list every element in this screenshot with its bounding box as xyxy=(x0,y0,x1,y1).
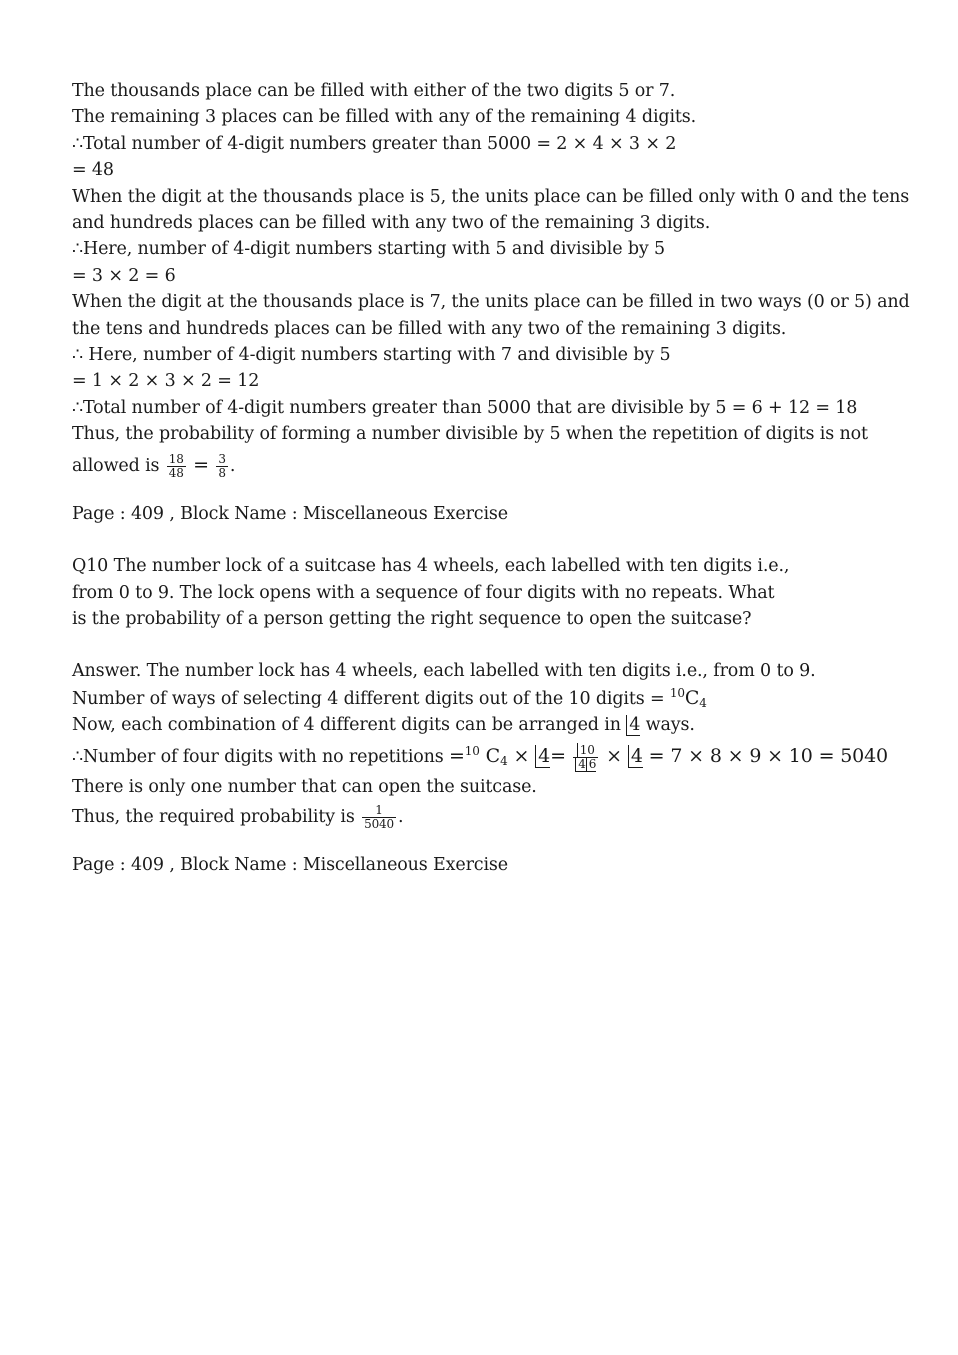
text-line: When the digit at the thousands place is 7, the units place can be filled in two ways (0 or 5) and xyxy=(72,292,910,313)
fraction-numerator: 1 xyxy=(375,802,383,817)
fraction-denominator: 5040 xyxy=(364,816,395,831)
equals-sign: = xyxy=(449,744,465,767)
fraction-numerator: 3 xyxy=(218,451,226,466)
question-line: Q10 The number lock of a suitcase has 4 wheels, each labelled with ten digits i.e., xyxy=(72,556,790,577)
text-line: ∴ Here, number of 4-digit numbers starting with 7 and divisible by 5 xyxy=(72,345,671,366)
superscript: 10 xyxy=(464,743,480,758)
text-span: ∴Number of four digits with no repetitions xyxy=(72,746,450,767)
text-line: The thousands place can be filled with either of the two digits 5 or 7. xyxy=(72,81,676,101)
question-line: is the probability of a person getting the right sequence to open the suitcase? xyxy=(72,608,752,629)
answer-line: There is only one number that can open the suitcase. xyxy=(72,776,537,797)
text-line: = 1 × 2 × 3 × 2 = 12 xyxy=(72,371,260,392)
fraction xyxy=(216,453,228,480)
answer-line xyxy=(72,685,902,712)
text-line: and hundreds places can be filled with any two of the remaining 3 digits. xyxy=(72,213,711,234)
probability-line xyxy=(72,448,902,483)
answer-line: Answer. The number lock has 4 wheels, each labelled with ten digits i.e., from 0 to 9. xyxy=(72,661,816,682)
text-span: Number of ways of selecting 4 different digits out of the 10 digits = xyxy=(72,688,670,709)
fraction xyxy=(362,804,396,831)
text-line: the tens and hundreds places can be filled with any two of the remaining 3 digits. xyxy=(72,318,787,339)
text-span: Now, each combination of 4 different digits can be arranged in xyxy=(72,715,627,736)
fraction-numerator xyxy=(573,744,598,757)
fraction xyxy=(167,453,186,480)
equals-sign: = xyxy=(193,453,209,476)
factorial-notation: 6 xyxy=(586,757,597,772)
factorial-notation: 4 xyxy=(626,715,640,736)
text-line: ∴Here, number of 4-digit numbers starting with 5 and divisible by 5 xyxy=(72,239,666,260)
period: . xyxy=(398,806,404,827)
text-line: When the digit at the thousands place is 5, the units place can be filled only with 0 and the tens xyxy=(72,186,910,207)
times-sign: × xyxy=(600,744,628,767)
answer-line xyxy=(72,800,902,834)
text-span: ways. xyxy=(640,715,695,736)
text-line: ∴Total number of 4-digit numbers greater than 5000 = 2 × 4 × 3 × 2 xyxy=(72,133,677,154)
page-reference: Page : 409 , Block Name : Miscellaneous Exercise xyxy=(72,854,508,875)
text-line: = 3 × 2 = 6 xyxy=(72,265,176,286)
factorial-notation: 10 xyxy=(577,743,595,758)
factorial-notation: 4 xyxy=(535,745,550,768)
text-line: The remaining 3 places can be filled with any of the remaining 4 digits. xyxy=(72,107,697,128)
period: . xyxy=(229,455,236,476)
subscript: 4 xyxy=(500,753,508,768)
subscript: 4 xyxy=(699,695,707,710)
question-line: from 0 to 9. The lock opens with a sequence of four digits with no repeats. What xyxy=(72,582,775,603)
factorial-notation: 4 xyxy=(628,745,643,768)
equals-sign: = xyxy=(550,744,566,767)
page-reference: Page : 409 , Block Name : Miscellaneous Exercise xyxy=(72,503,508,524)
combination-symbol: C xyxy=(479,744,501,767)
times-sign: × xyxy=(507,744,536,767)
combination-symbol: C xyxy=(684,686,700,709)
fraction-denominator: 48 xyxy=(168,465,184,480)
equation-result: = 7 × 8 × 9 × 10 = 5040 xyxy=(642,744,888,767)
fraction-denominator: 8 xyxy=(218,465,226,480)
text-line: ∴Total number of 4-digit numbers greater than 5000 that are divisible by 5 = 6 + 12 = 18 xyxy=(72,397,858,418)
text-line: = 48 xyxy=(72,160,114,181)
fraction-denominator xyxy=(573,757,598,771)
answer-equation-line xyxy=(72,739,902,774)
document-page xyxy=(72,78,910,878)
superscript: 10 xyxy=(669,685,685,700)
text-span: allowed is xyxy=(72,455,160,476)
fraction-numerator: 18 xyxy=(168,451,184,466)
text-line: Thus, the probability of forming a number divisible by 5 when the repetition of digits is not xyxy=(72,424,868,445)
fraction xyxy=(573,744,598,771)
factorial-notation: 4 xyxy=(575,757,586,772)
text-span: Thus, the required probability is xyxy=(72,806,361,827)
answer-line xyxy=(72,712,902,738)
